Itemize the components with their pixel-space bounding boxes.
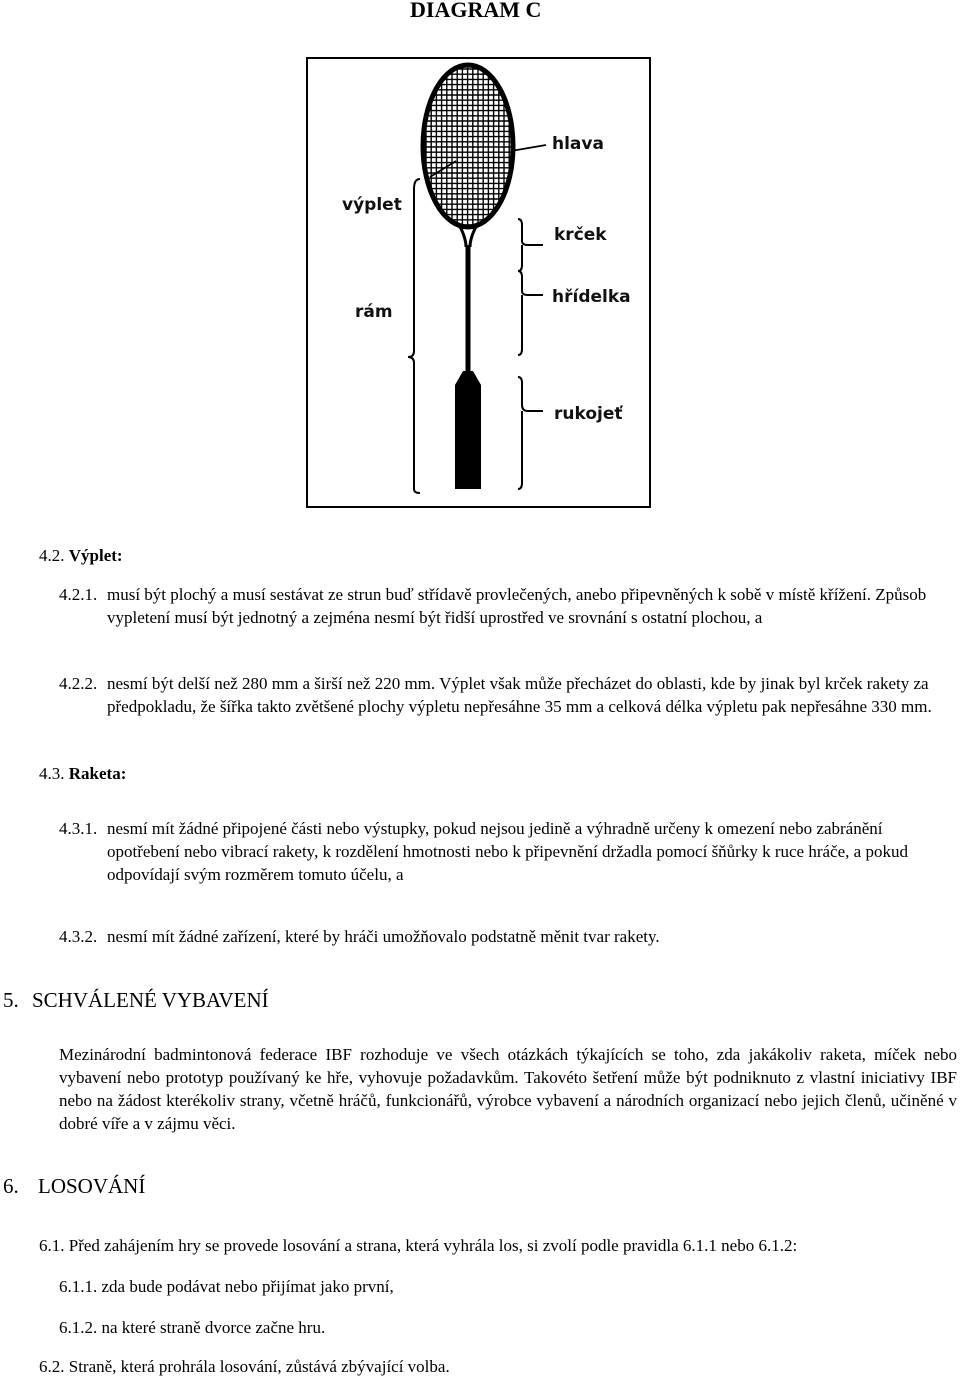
clause-text: zda bude podávat nebo přijímat jako první, bbox=[101, 1277, 394, 1296]
clause-number: 6.1. bbox=[39, 1236, 65, 1255]
clause-4-3-1-text: nesmí mít žádné připojené části nebo výstupky, pokud nejsou jedině a výhradně určeny k omezení nebo zabránění opotřebení nebo vibrací rakety, k rozdělení hmotnosti nebo k připevnění držadla pomocí šňůrky k ruce hráče, a pokud odpovídají svým rozměrem tomuto účelu, a bbox=[107, 819, 908, 884]
section-title: Raketa: bbox=[68, 764, 127, 783]
section-number: 6. bbox=[3, 1174, 19, 1198]
shaft-bracket bbox=[518, 271, 543, 355]
clause-text: na které straně dvorce začne hru. bbox=[101, 1318, 326, 1337]
section-6-heading bbox=[3, 1173, 145, 1199]
clause-number: 6.1.1. bbox=[59, 1277, 98, 1296]
racket-shaft bbox=[466, 245, 471, 371]
label-throat: krček bbox=[554, 225, 607, 245]
frame-bracket bbox=[408, 179, 420, 493]
section-title: SCHVÁLENÉ VYBAVENÍ bbox=[32, 988, 269, 1012]
clause-text: Před zahájením hry se provede losování a strana, která vyhrála los, si zvolí podle pravidla 6.1.1 nebo 6.1.2: bbox=[68, 1236, 798, 1255]
section-4-2-heading bbox=[39, 544, 123, 567]
clause-number: 6.2. bbox=[39, 1357, 65, 1376]
clause-6-1-1 bbox=[59, 1275, 394, 1298]
clause-4-2-2-text: nesmí být delší než 280 mm a širší než 220 mm. Výplet však může přecházet do oblasti, kde by jinak byl krček rakety za předpokladu, že šířka takto zvětšené plochy výpletu nepřesáhne 35 mm a celková délka výpletu pak nepřesáhne 330 mm. bbox=[107, 674, 932, 716]
clause-4-2-1-text: musí být plochý a musí sestávat ze strun buď střídavě provlečených, anebo připevněných k sobě v místě křížení. Způsob vypletení musí být jednotný a zejména nesmí být řidší uprostřed ve srovnání s ostatní plochou, a bbox=[107, 585, 927, 627]
strings-grid bbox=[418, 59, 518, 234]
page-title: DIAGRAM C bbox=[410, 0, 542, 22]
label-strings: výplet bbox=[342, 195, 402, 215]
clause-number: 4.2.2. bbox=[59, 674, 98, 693]
clause-4-3-2-text: nesmí mít žádné zařízení, které by hráči umožňovalo podstatně měnit tvar rakety. bbox=[107, 927, 660, 946]
label-head: hlava bbox=[552, 134, 604, 154]
clause-number: 6.1.2. bbox=[59, 1318, 98, 1337]
section-number: 4.3. bbox=[39, 764, 65, 783]
section-title: LOSOVÁNÍ bbox=[38, 1174, 146, 1198]
section-number: 4.2. bbox=[39, 546, 65, 565]
clause-6-1-2 bbox=[59, 1316, 325, 1339]
label-handle: rukojeť bbox=[554, 404, 623, 424]
clause-4-2-1-wrap bbox=[59, 583, 949, 629]
racket-diagram bbox=[306, 57, 651, 508]
clause-number: 4.3.1. bbox=[59, 819, 98, 838]
clause-6-1 bbox=[39, 1234, 797, 1257]
leader-head bbox=[511, 145, 546, 151]
clause-6-2 bbox=[39, 1355, 450, 1378]
handle-bracket bbox=[518, 377, 543, 489]
clause-number: 4.3.2. bbox=[59, 927, 98, 946]
clause-number: 4.2.1. bbox=[59, 585, 98, 604]
label-shaft: hřídelka bbox=[552, 287, 631, 307]
section-number: 5. bbox=[3, 988, 19, 1012]
throat-bracket bbox=[518, 219, 543, 271]
section-5-heading bbox=[3, 987, 269, 1013]
section-5-text: Mezinárodní badmintonová federace IBF rozhoduje ve všech otázkách týkajících se toho, zda jakákoliv raketa, míček nebo vybavení nebo prototyp používaný ke hře, vyhovuje požadavkům. Takovéto šetření může být podniknuto z vlastní iniciativy IBF nebo na žádost kterékoliv strany, včetně hráčů, funkcionářů, výrobce vybavení a národních organizací nebo jejich členů, učiněné v dobré víře a v zájmu věci. bbox=[59, 1045, 957, 1133]
racket-handle bbox=[455, 371, 481, 489]
clause-text: Straně, která prohrála losování, zůstává zbývající volba. bbox=[68, 1357, 450, 1376]
racket-illustration bbox=[308, 59, 653, 510]
section-title: Výplet: bbox=[68, 546, 123, 565]
label-frame: rám bbox=[355, 302, 393, 322]
section-4-3-heading bbox=[39, 762, 126, 785]
